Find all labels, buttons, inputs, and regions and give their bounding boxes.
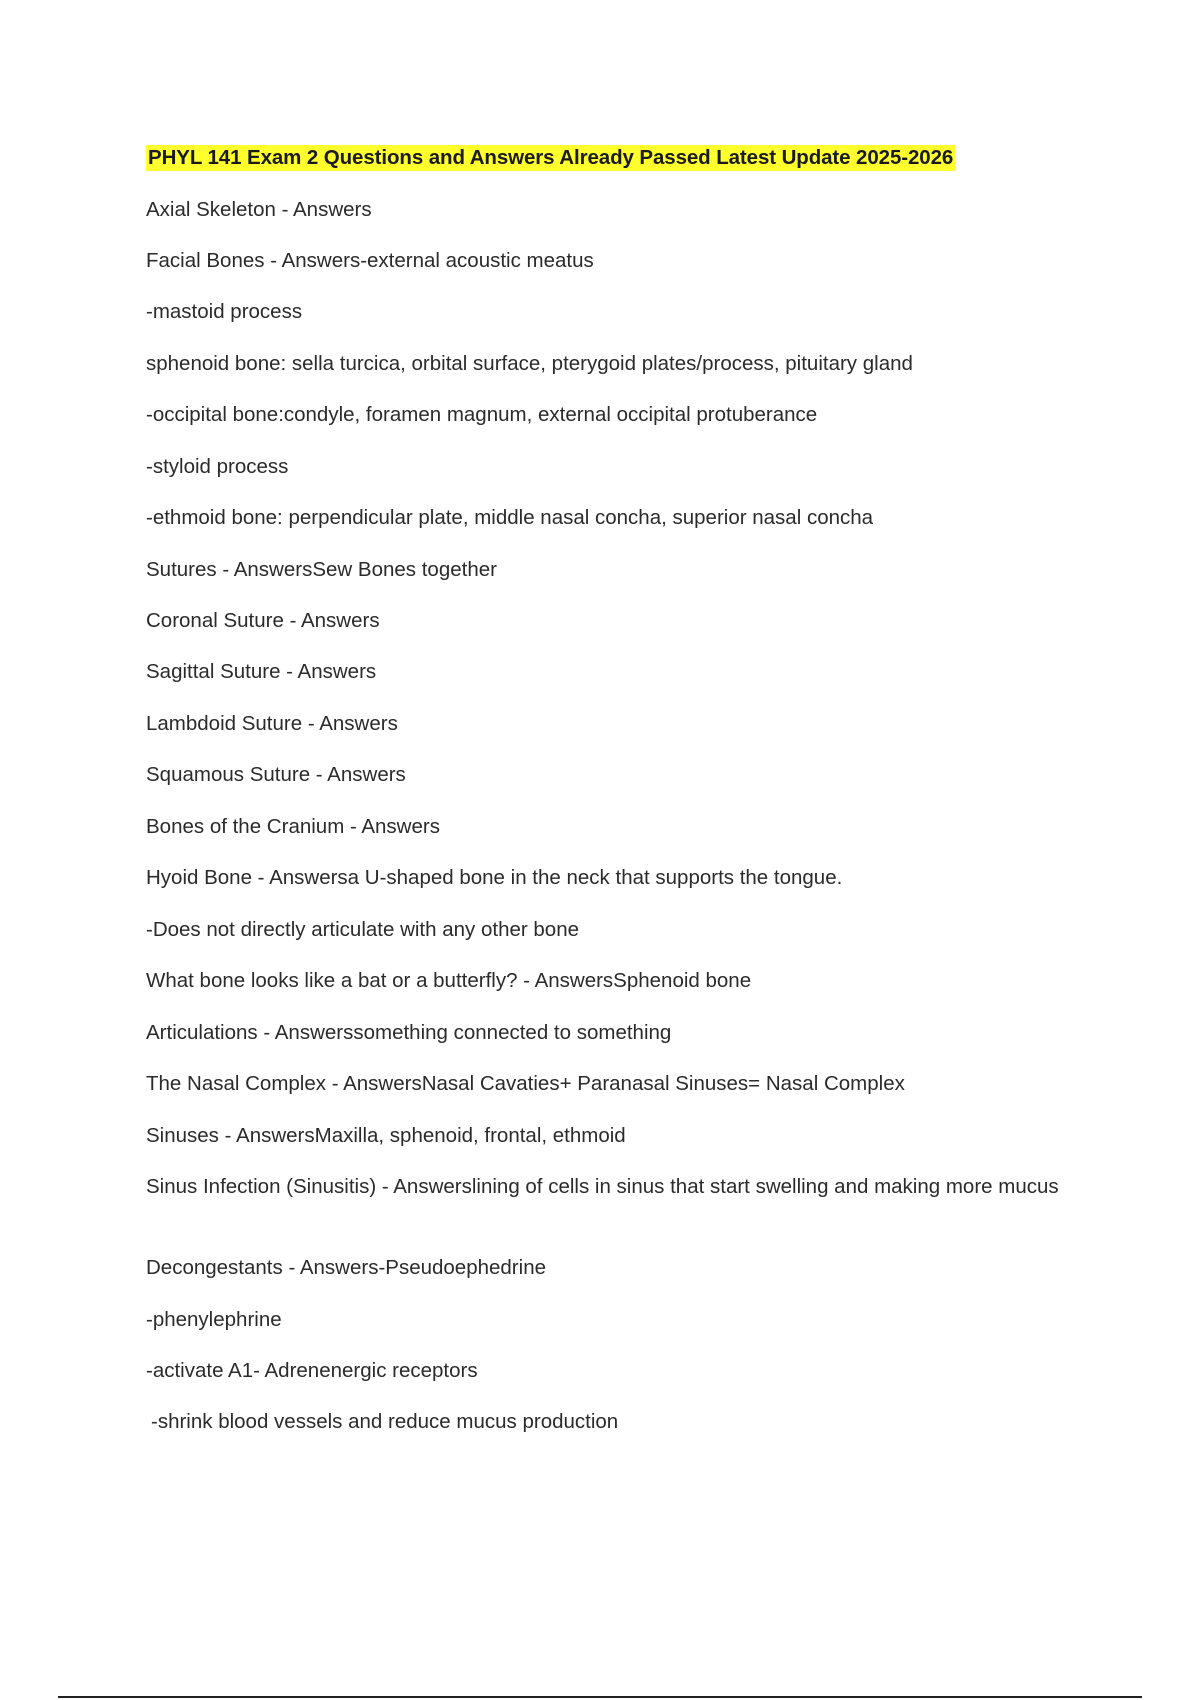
- text-line: Sagittal Suture - Answers: [146, 660, 377, 683]
- footer-divider: [58, 1696, 1142, 1698]
- text-line: Sinus Infection (Sinusitis) - Answerslining of cells in sinus that start swelling and making more mucus: [146, 1175, 1059, 1198]
- text-line: -mastoid process: [146, 300, 303, 323]
- text-line: The Nasal Complex - AnswersNasal Cavaties+ Paranasal Sinuses= Nasal Complex: [146, 1072, 905, 1095]
- document-title: PHYL 141 Exam 2 Questions and Answers Already Passed Latest Update 2025-2026: [148, 146, 954, 169]
- text-line: Sutures - AnswersSew Bones together: [146, 558, 497, 581]
- text-line: -phenylephrine: [146, 1308, 282, 1331]
- text-line: Axial Skeleton - Answers: [146, 198, 372, 221]
- text-line: -occipital bone:condyle, foramen magnum, external occipital protuberance: [146, 403, 818, 426]
- text-line: -activate A1- Adrenenergic receptors: [146, 1359, 478, 1382]
- text-line: -ethmoid bone: perpendicular plate, middle nasal concha, superior nasal concha: [146, 506, 874, 529]
- text-line: Sinuses - AnswersMaxilla, sphenoid, frontal, ethmoid: [146, 1124, 626, 1147]
- text-line: What bone looks like a bat or a butterfly? - AnswersSphenoid bone: [146, 969, 752, 992]
- text-line: Facial Bones - Answers-external acoustic meatus: [146, 249, 594, 272]
- text-line: Bones of the Cranium - Answers: [146, 815, 440, 838]
- text-line: Coronal Suture - Answers: [146, 609, 380, 632]
- text-line: Squamous Suture - Answers: [146, 763, 406, 786]
- text-line: sphenoid bone: sella turcica, orbital surface, pterygoid plates/process, pituitary gland: [146, 352, 913, 375]
- text-line: -Does not directly articulate with any other bone: [146, 918, 580, 941]
- text-line: Decongestants - Answers-Pseudoephedrine: [146, 1256, 546, 1279]
- text-line: Hyoid Bone - Answersa U-shaped bone in the neck that supports the tongue.: [146, 866, 843, 889]
- text-line: -styloid process: [146, 455, 289, 478]
- text-line: Lambdoid Suture - Answers: [146, 712, 398, 735]
- text-line: -shrink blood vessels and reduce mucus production: [151, 1410, 619, 1433]
- text-line: Articulations - Answerssomething connected to something: [146, 1021, 672, 1044]
